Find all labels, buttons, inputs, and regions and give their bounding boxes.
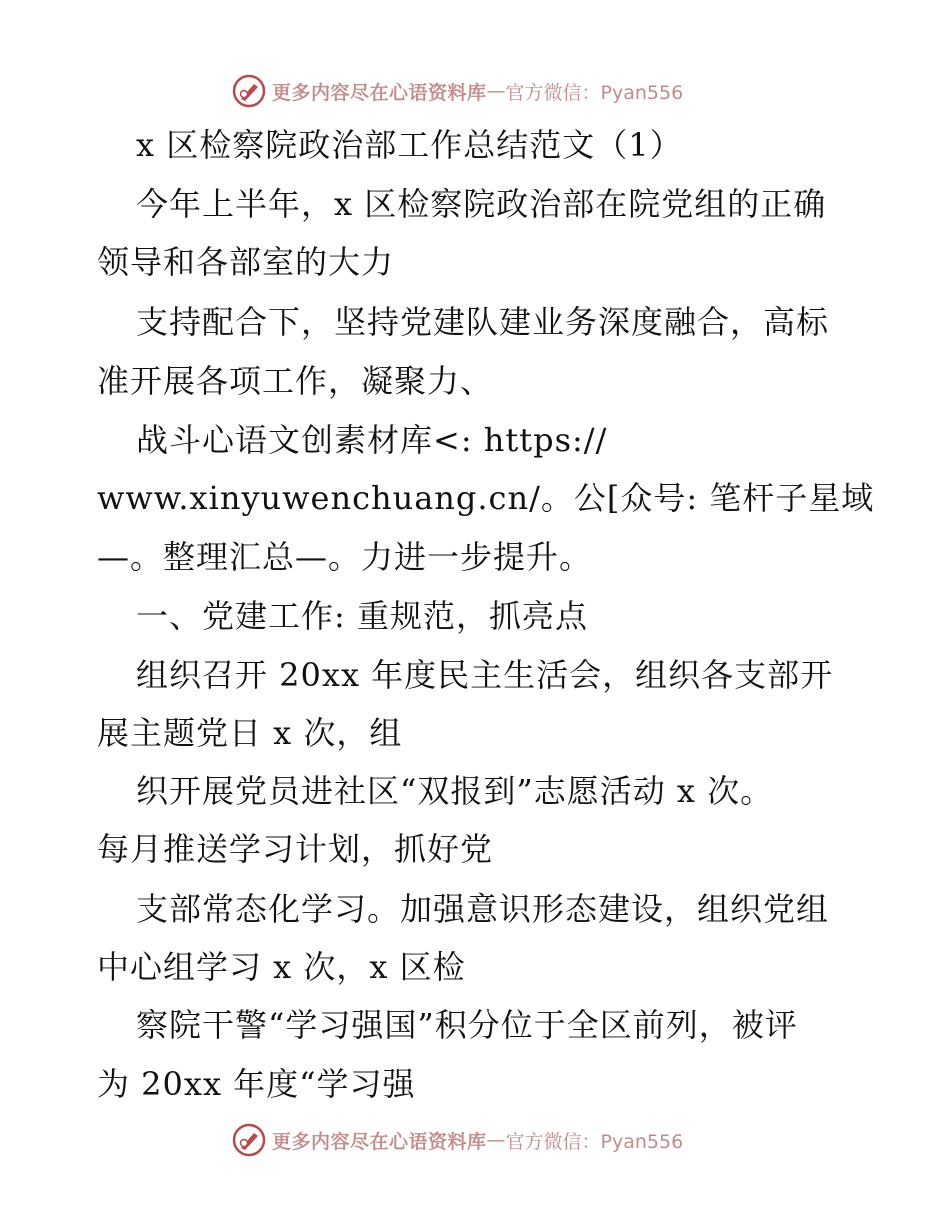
watermark-main-text: 更多内容尽在心语资料库 xyxy=(272,81,487,104)
paragraph-line: 为 20xx 年度“学习强 xyxy=(97,1065,416,1103)
paragraph-line: 每月推送学习计划，抓好党 xyxy=(97,830,494,868)
paragraph-line: 今年上半年，x 区检察院政治部在院党组的正确 xyxy=(136,185,827,223)
paragraph-line: 领导和各部室的大力 xyxy=(97,243,395,281)
watermark-main-text: 更多内容尽在心语资料库 xyxy=(272,1130,487,1153)
watermark-banner-bottom xyxy=(232,1120,683,1160)
paragraph-line: 察院干警“学习强国”积分位于全区前列，被评 xyxy=(136,1006,798,1044)
watermark-separator: — xyxy=(486,1129,506,1151)
pen-circle-logo-icon xyxy=(232,74,266,108)
paragraph-line: 支部常态化学习。加强意识形态建设，组织党组 xyxy=(136,890,830,928)
watermark-separator: — xyxy=(486,80,506,102)
paragraph-line: 织开展党员进社区“双报到”志愿活动 x 次。 xyxy=(136,772,774,810)
paragraph-line: 战斗心语文创素材库<: https:// xyxy=(136,421,608,459)
watermark-wechat-text: 官方微信：Pyan556 xyxy=(505,81,684,104)
paragraph-line: 组织召开 20xx 年度民主生活会，组织各支部开 xyxy=(136,656,834,694)
watermark-banner-top xyxy=(232,71,683,111)
paragraph-line: 支持配合下，坚持党建队建业务深度融合，高标 xyxy=(136,303,830,341)
paragraph-line: —。整理汇总—。力进一步提升。 xyxy=(97,538,593,576)
document-title: x 区检察院政治部工作总结范文（1） xyxy=(136,126,683,164)
pen-circle-logo-icon xyxy=(232,1123,266,1157)
watermark-wechat-text: 官方微信：Pyan556 xyxy=(505,1130,684,1153)
section-heading: 一、党建工作: 重规范，抓亮点 xyxy=(136,597,588,635)
paragraph-line: www.xinyuwenchuang.cn/。公[众号: 笔杆子星域 xyxy=(97,479,875,517)
paragraph-line: 展主题党日 x 次，组 xyxy=(97,714,403,752)
paragraph-line: 中心组学习 x 次，x 区检 xyxy=(97,948,466,986)
paragraph-line: 准开展各项工作，凝聚力、 xyxy=(97,362,494,400)
